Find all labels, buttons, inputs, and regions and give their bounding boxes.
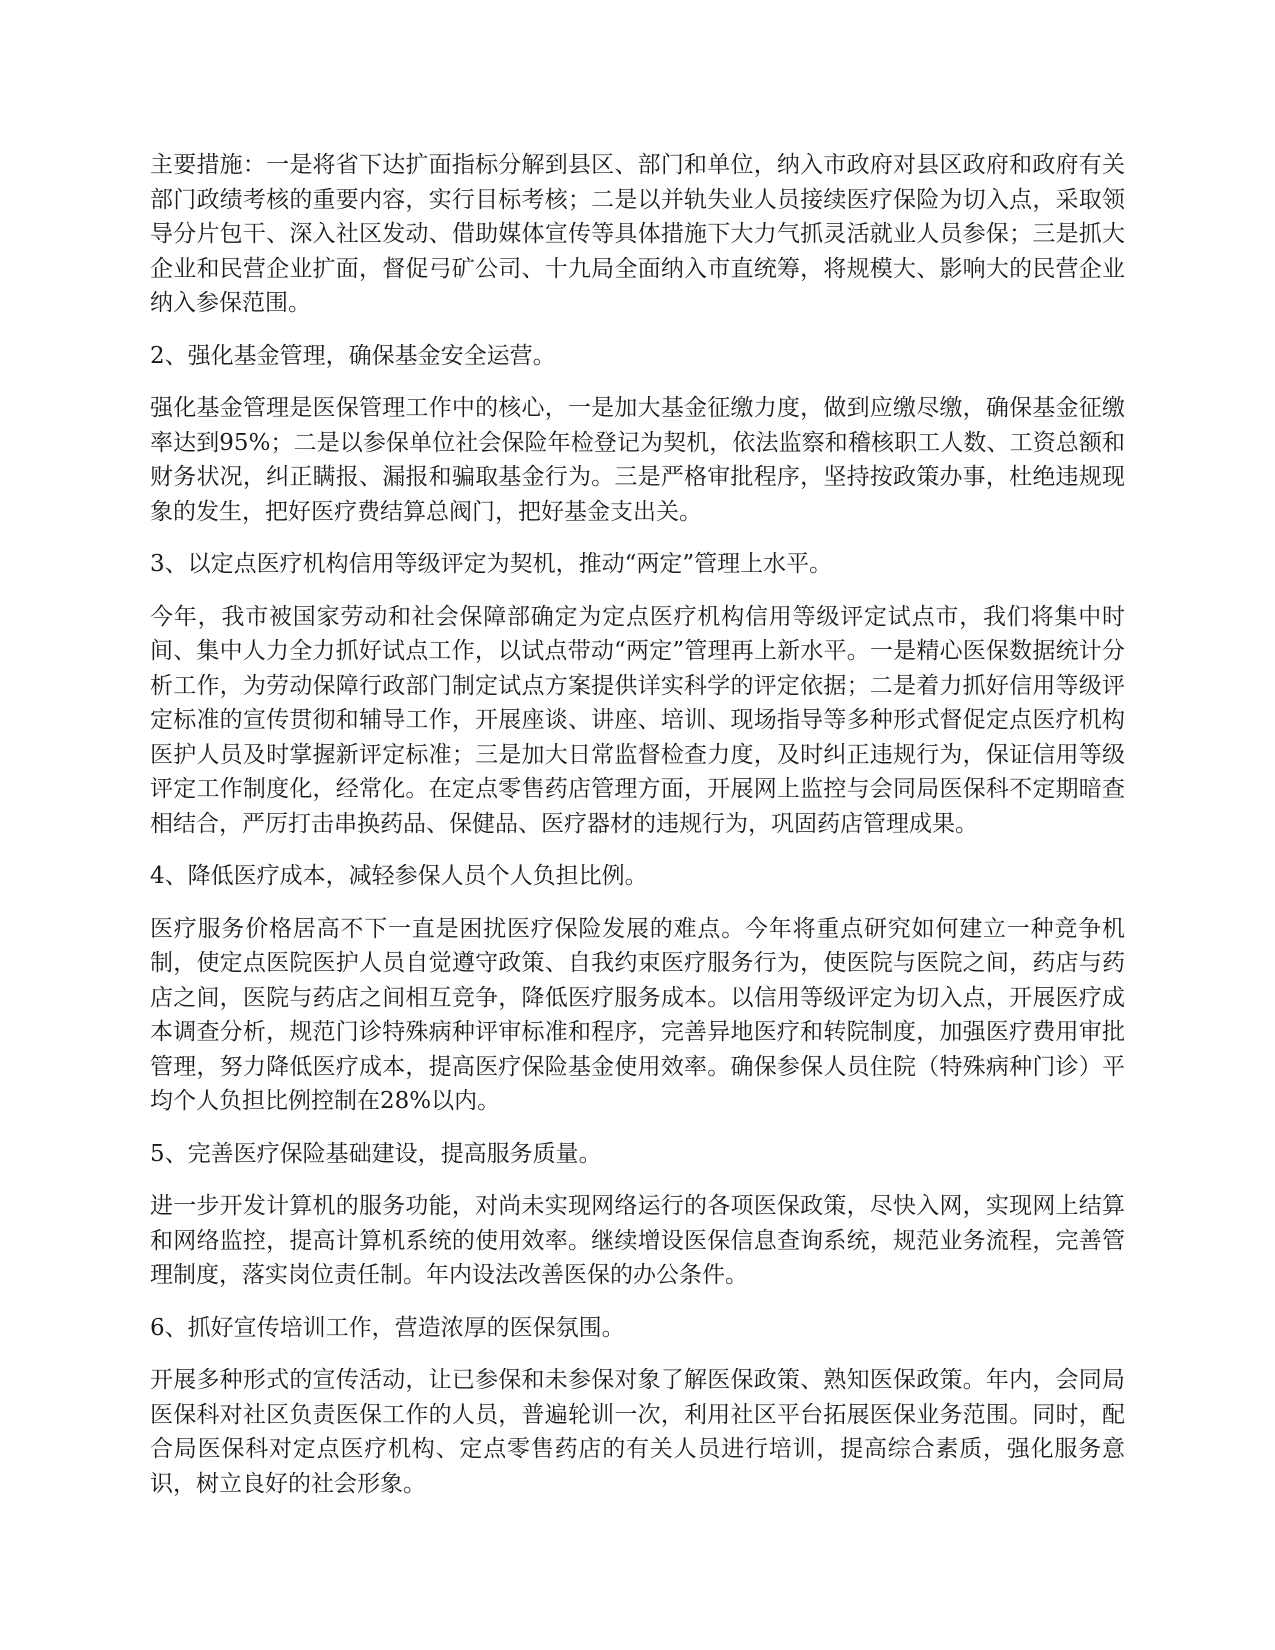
heading-fund-management: 2、强化基金管理，确保基金安全运营。 <box>150 342 556 369</box>
heading-credit-rating: 3、以定点医疗机构信用等级评定为契机，推动“两定”管理上水平。 <box>150 551 833 577</box>
paragraph-publicity-training: 开展多种形式的宣传活动，让已参保和未参保对象了解医保政策、熟知医保政策。年内，会同局医保科对社区负责医保工作的人员，普遍轮训一次，利用社区平台拓展医保业务范围。同时，配合局医保科对定点医疗机构、定点零售药店的有关人员进行培训，提高综合素质，强化服务意识，树立良好的社会形象。 <box>150 1367 1125 1497</box>
paragraph-main-measures: 主要措施：一是将省下达扩面指标分解到县区、部门和单位，纳入市政府对县区政府和政府有关部门政绩考核的重要内容，实行目标考核；二是以并轨失业人员接续医疗保险为切入点，采取领导分片包干、深入社区发动、借助媒体宣传等具体措施下大力气抓灵活就业人员参保；三是抓大企业和民营企业扩面，督促弓矿公司、十九局全面纳入市直统筹，将规模大、影响大的民营企业纳入参保范围。 <box>150 152 1125 316</box>
document-page <box>150 148 1125 1519</box>
paragraph-reduce-cost: 医疗服务价格居高不下一直是困扰医疗保险发展的难点。今年将重点研究如何建立一种竞争机制，使定点医院医护人员自觉遵守政策、自我约束医疗服务行为，使医院与医院之间，药店与药店之间，医院与药店之间相互竞争，降低医疗服务成本。以信用等级评定为切入点，开展医疗成本调查分析，规范门诊特殊病种评审标准和程序，完善异地医疗和转院制度，加强医疗费用审批管理，努力降低医疗成本，提高医疗保险基金使用效率。确保参保人员住院（特殊病种门诊）平均个人负担比例控制在28%以内。 <box>150 915 1125 1114</box>
paragraph-infrastructure: 进一步开发计算机的服务功能，对尚未实现网络运行的各项医保政策，尽快入网，实现网上结算和网络监控，提高计算机系统的使用效率。继续增设医保信息查询系统，规范业务流程，完善管理制度，落实岗位责任制。年内设法改善医保的办公条件。 <box>150 1193 1125 1288</box>
heading-publicity-training: 6、抓好宣传培训工作，营造浓厚的医保氛围。 <box>150 1314 625 1341</box>
heading-reduce-cost: 4、降低医疗成本，减轻参保人员个人负担比例。 <box>150 863 648 889</box>
heading-infrastructure: 5、完善医疗保险基础建设，提高服务质量。 <box>150 1140 602 1167</box>
paragraph-credit-rating: 今年，我市被国家劳动和社会保障部确定为定点医疗机构信用等级评定试点市，我们将集中时间、集中人力全力抓好试点工作，以试点带动“两定”管理再上新水平。一是精心医保数据统计分析工作，为劳动保障行政部门制定试点方案提供详实科学的评定依据；二是着力抓好信用等级评定标准的宣传贯彻和辅导工作，开展座谈、讲座、培训、现场指导等多种形式督促定点医疗机构医护人员及时掌握新评定标准；三是加大日常监督检查力度，及时纠正违规行为，保证信用等级评定工作制度化，经常化。在定点零售药店管理方面，开展网上监控与会同局医保科不定期暗查相结合，严厉打击串换药品、保健品、医疗器材的违规行为，巩固药店管理成果。 <box>150 603 1125 837</box>
paragraph-fund-management: 强化基金管理是医保管理工作中的核心，一是加大基金征缴力度，做到应缴尽缴，确保基金征缴率达到95%；二是以参保单位社会保险年检登记为契机，依法监察和稽核职工人数、工资总额和财务状况，纠正瞒报、漏报和骗取基金行为。三是严格审批程序，坚持按政策办事，杜绝违规现象的发生，把好医疗费结算总阀门，把好基金支出关。 <box>150 395 1125 525</box>
